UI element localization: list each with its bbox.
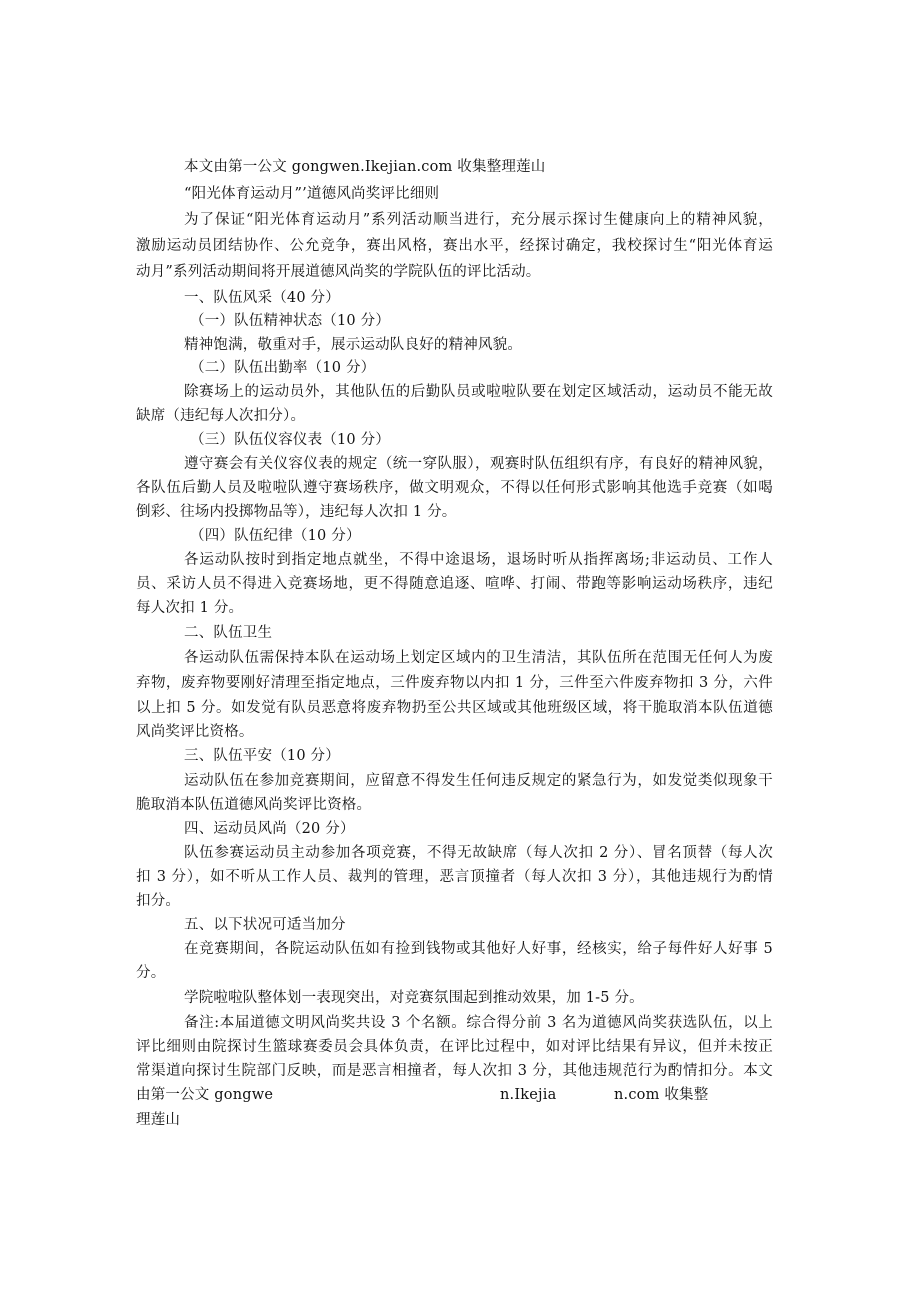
paragraph-line: 精神饱满，敬重对手，展示运动队良好的精神风貌。 xyxy=(184,337,523,353)
paragraph-line: 运动队伍在参加竞赛期间，应留意不得发生任何违反规定的紧急行为，如发觉类似现象干 xyxy=(184,773,773,789)
section-heading: 五、以下状况可适当加分 xyxy=(184,917,346,933)
paragraph-line: 学院啦啦队整体划一表现突出，对竞赛氛围起到推动效果，加 1-5 分。 xyxy=(184,990,644,1006)
paragraph-line: 每人次扣 1 分。 xyxy=(136,600,244,616)
paragraph-line: 脆取消本队伍道德风尚奖评比资格。 xyxy=(136,797,372,813)
paragraph-line: 弃物，废弃物要刚好清理至指定地点，三件废弃物以内扣 1 分，三件至六件废弃物扣 3 分，六件 xyxy=(136,675,773,691)
footer-fragment: n.Ikejia xyxy=(500,1087,557,1103)
subsection-heading: （四）队伍纪律（10 分） xyxy=(190,528,361,544)
intro-line: 动月”系列活动期间将开展道德风尚奖的学院队伍的评比活动。 xyxy=(136,264,541,280)
footer-fragment: n.com 收集整 xyxy=(614,1087,709,1103)
paragraph-line: 各运动队按时到指定地点就坐，不得中途退场，退场时听从指挥离场;非运动员、工作人 xyxy=(184,552,773,568)
section-heading: 三、队伍平安（10 分） xyxy=(184,748,340,764)
section-heading: 一、队伍风采（40 分） xyxy=(184,290,340,306)
note-line: 评比细则由院探讨生篮球赛委员会具体负责，在评比过程中，如对评比结果有异议，但并未按正 xyxy=(136,1039,773,1055)
paragraph-line: 除赛场上的运动员外，其他队伍的后勤队员或啦啦队要在划定区域活动，运动员不能无故 xyxy=(184,384,773,400)
subsection-heading: （二）队伍出勤率（10 分） xyxy=(190,360,376,376)
note-line: 备注:本届道德文明风尚奖共设 3 个名额。综合得分前 3 名为道德风尚奖获选队伍，以上 xyxy=(184,1015,773,1031)
footer-fragment: 由第一公文 gongwe xyxy=(136,1087,274,1103)
paragraph-line: 倒彩、往场内投掷物品等），违纪每人次扣 1 分。 xyxy=(136,504,457,520)
paragraph-line: 缺席（违纪每人次扣分）。 xyxy=(136,408,306,424)
paragraph-line: 队伍参赛运动员主动参加各项竞赛，不得无故缺席（每人次扣 2 分）、冒名顶替（每人次 xyxy=(184,845,773,861)
paragraph-line: 风尚奖评比资格。 xyxy=(136,724,254,740)
document-title: “阳光体育运动月”’道德风尚奖评比细则 xyxy=(184,186,440,202)
source-line: 本文由第一公文 gongwen.Ikejian.com 收集整理莲山 xyxy=(184,159,546,175)
section-heading: 二、队伍卫生 xyxy=(184,625,273,641)
intro-line: 激励运动员团结协作、公允竞争，赛出风格，赛出水平，经探讨确定，我校探讨生“阳光体育运 xyxy=(136,238,773,254)
paragraph-line: 扣分。 xyxy=(136,893,181,909)
paragraph-line: 各运动队伍需保持本队在运动场上划定区域内的卫生清洁，其队伍所在范围无任何人为废 xyxy=(184,650,773,666)
paragraph-line: 扣 3 分），如不听从工作人员、裁判的管理，恶言顶撞者（每人次扣 3 分），其他违规行为酌情 xyxy=(136,869,773,885)
subsection-heading: （三）队伍仪容仪表（10 分） xyxy=(190,432,391,448)
paragraph-line: 各队伍后勤人员及啦啦队遵守赛场秩序，做文明观众，不得以任何形式影响其他选手竞赛（如喝 xyxy=(136,480,773,496)
paragraph-line: 遵守赛会有关仪容仪表的规定（统一穿队服），观赛时队伍组织有序，有良好的精神风貌， xyxy=(184,456,773,472)
paragraph-line: 分。 xyxy=(136,965,166,981)
paragraph-line: 员、采访人员不得进入竞赛场地，更不得随意追逐、喧哗、打闹、带跑等影响运动场秩序，违纪 xyxy=(136,576,773,592)
note-line: 常渠道向探讨生院部门反映，而是恶言相撞者，每人次扣 3 分，其他违规范行为酌情扣分。本文 xyxy=(136,1063,773,1079)
section-heading: 四、运动员风尚（20 分） xyxy=(184,821,355,837)
footer-fragment: 理莲山 xyxy=(136,1112,181,1128)
subsection-heading: （一）队伍精神状态（10 分） xyxy=(190,313,391,329)
intro-line: 为了保证“阳光体育运动月”系列活动顺当进行，充分展示探讨生健康向上的精神风貌， xyxy=(184,212,773,228)
paragraph-line: 在竞赛期间，各院运动队伍如有捡到钱物或其他好人好事，经核实，给子每件好人好事 5 xyxy=(184,941,773,957)
paragraph-line: 以上扣 5 分。如发觉有队员恶意将废弃物扔至公共区域或其他班级区域，将干脆取消本队伍道德 xyxy=(136,700,773,716)
